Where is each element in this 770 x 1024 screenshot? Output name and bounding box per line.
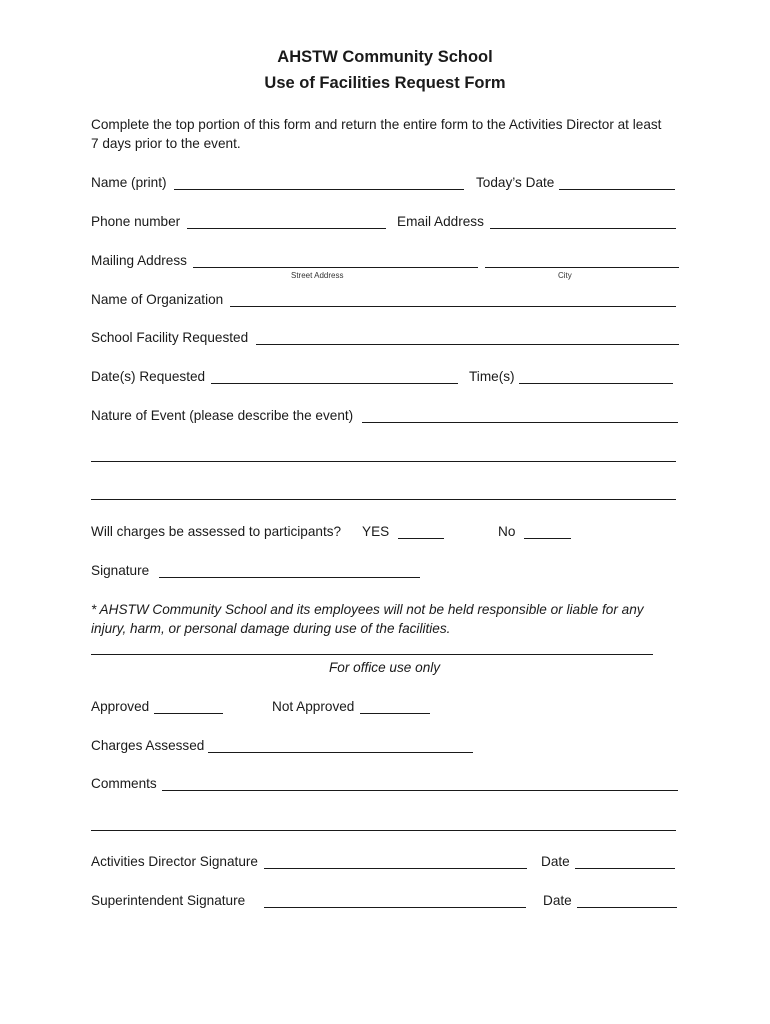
ad-date-label: Date [541,854,570,869]
street-address-field[interactable] [193,267,478,268]
times-field[interactable] [519,383,673,384]
form-title: Use of Facilities Request Form [264,74,506,92]
name-label: Name (print) [91,175,167,190]
ad-signature-field[interactable] [264,868,527,869]
event-label: Nature of Event (please describe the event) [91,408,354,423]
mailing-address-label: Mailing Address [91,253,187,268]
todays-date-label: Today’s Date [476,175,555,190]
yes-field[interactable] [398,538,444,539]
approved-label: Approved [91,699,150,714]
school-name: AHSTW Community School [277,48,493,66]
ad-date-field[interactable] [575,868,675,869]
superintendent-date-field[interactable] [577,907,677,908]
email-field[interactable] [490,228,676,229]
dates-label: Date(s) Requested [91,369,206,384]
not-approved-label: Not Approved [272,699,355,714]
city-field[interactable] [485,267,679,268]
no-field[interactable] [524,538,571,539]
organization-field[interactable] [230,306,676,307]
superintendent-signature-field[interactable] [264,907,526,908]
office-use-heading: For office use only [329,660,441,675]
disclaimer-line-2: injury, harm, or personal damage during use of the facilities. [91,621,451,636]
facility-label: School Facility Requested [91,330,249,345]
ad-signature-label: Activities Director Signature [91,854,258,869]
comments-label: Comments [91,776,157,791]
signature-field[interactable] [159,577,420,578]
charges-assessed-field[interactable] [208,752,473,753]
todays-date-field[interactable] [559,189,675,190]
event-field-line-2[interactable] [91,461,676,462]
approved-field[interactable] [154,713,223,714]
city-caption: City [558,271,572,280]
email-label: Email Address [397,214,484,229]
event-field-line-3[interactable] [91,499,676,500]
superintendent-date-label: Date [543,893,572,908]
name-field[interactable] [174,189,464,190]
phone-field[interactable] [187,228,386,229]
street-address-caption: Street Address [291,271,344,280]
facility-field[interactable] [256,344,679,345]
superintendent-signature-label: Superintendent Signature [91,893,246,908]
office-use-divider [91,654,653,655]
signature-label: Signature [91,563,150,578]
times-label: Time(s) [469,369,515,384]
charges-assessed-label: Charges Assessed [91,738,205,753]
no-label: No [498,524,516,539]
phone-label: Phone number [91,214,181,229]
dates-field[interactable] [211,383,458,384]
charges-question: Will charges be assessed to participants? [91,524,342,539]
yes-label: YES [362,524,390,539]
comments-field-line-1[interactable] [162,790,678,791]
instructions-line-2: 7 days prior to the event. [91,136,241,151]
organization-label: Name of Organization [91,292,224,307]
disclaimer-line-1: * AHSTW Community School and its employees will not be held responsible or liable for any [91,602,644,617]
instructions-line-1: Complete the top portion of this form and return the entire form to the Activities Director at least [91,117,662,132]
comments-field-line-2[interactable] [91,830,676,831]
event-field-line-1[interactable] [362,422,678,423]
not-approved-field[interactable] [360,713,430,714]
